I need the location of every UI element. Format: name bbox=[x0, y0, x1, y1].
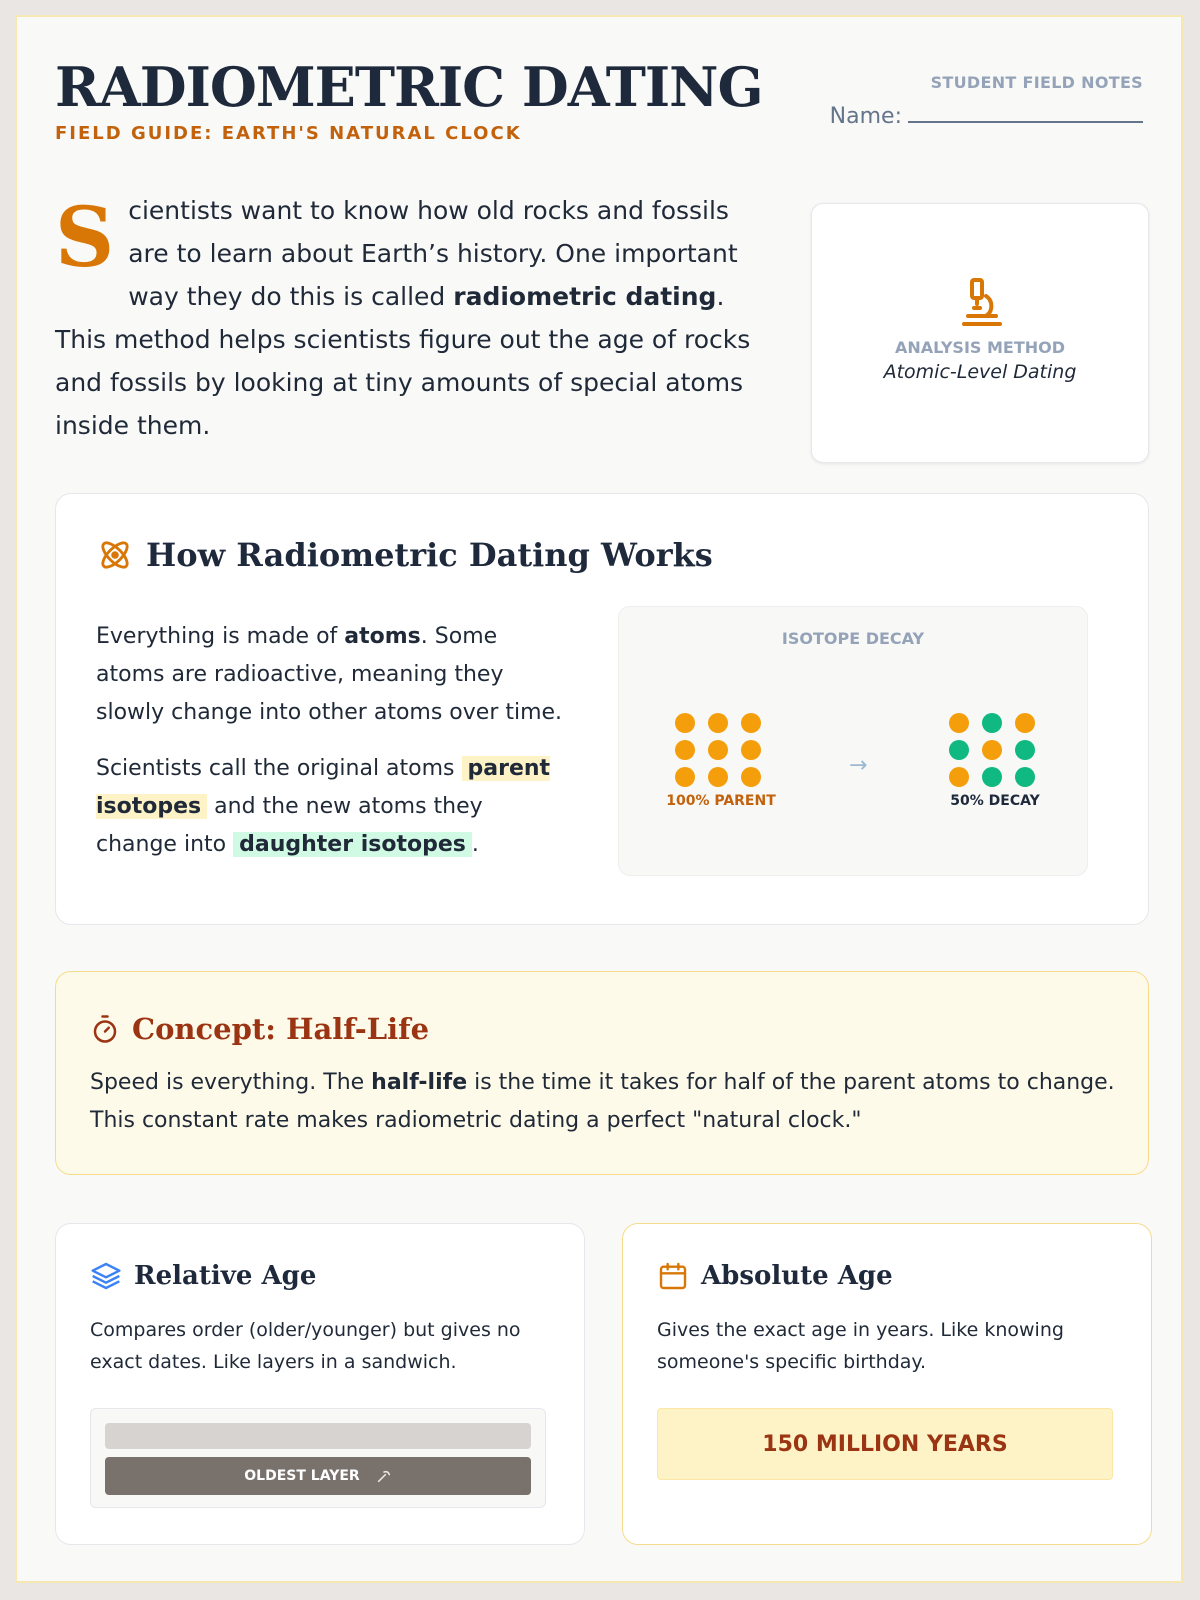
how-it-works-card bbox=[55, 493, 1149, 925]
oldest-layer-label: OLDEST LAYER bbox=[244, 1468, 360, 1484]
analysis-method-card bbox=[811, 203, 1149, 463]
half-life-term: half-life bbox=[371, 1070, 468, 1095]
half-life-text-start: Speed is everything. The bbox=[90, 1070, 372, 1095]
absolute-age-title: Absolute Age bbox=[701, 1261, 893, 1291]
pickaxe-icon bbox=[376, 1468, 392, 1484]
absolute-age-header bbox=[657, 1260, 893, 1292]
parent-atom-dot bbox=[741, 740, 761, 760]
intro-text-end: . This method helps scientists figure out the age of rocks and fossils by looking at tiny amounts of special atoms inside them. bbox=[55, 282, 751, 440]
how-it-works-title: How Radiometric Dating Works bbox=[146, 536, 713, 574]
atoms-term: atoms bbox=[344, 624, 421, 649]
field-guide-page bbox=[15, 15, 1183, 1583]
half-life-card bbox=[55, 971, 1149, 1175]
daughter-atom-dot bbox=[982, 713, 1002, 733]
half-life-header bbox=[90, 1012, 429, 1046]
daughter-atom-dot bbox=[1015, 767, 1035, 787]
daughter-atom-dot bbox=[982, 767, 1002, 787]
page-subtitle: FIELD GUIDE: EARTH'S NATURAL CLOCK bbox=[55, 123, 522, 144]
parent-isotopes-term: parent isotopes bbox=[96, 756, 551, 819]
parent-atom-dot bbox=[949, 767, 969, 787]
parent-atom-dot bbox=[741, 713, 761, 733]
atoms-paragraph bbox=[96, 618, 566, 732]
atom-icon bbox=[96, 536, 134, 574]
name-label: Name: bbox=[829, 104, 902, 129]
relative-age-title: Relative Age bbox=[134, 1261, 317, 1291]
daughter-atom-dot bbox=[949, 740, 969, 760]
isotopes-text-end: . bbox=[471, 832, 479, 857]
relative-age-text: Compares order (older/younger) but gives no exact dates. Like layers in a sandwich. bbox=[90, 1319, 521, 1373]
drop-cap: S bbox=[55, 190, 115, 286]
parent-atom-dot bbox=[949, 713, 969, 733]
half-life-title: Concept: Half-Life bbox=[132, 1012, 430, 1046]
method-value: Atomic-Level Dating bbox=[883, 361, 1077, 383]
isotopes-text: Scientists call the original atoms bbox=[96, 756, 462, 781]
parent-atom-dot bbox=[982, 740, 1002, 760]
how-it-works-text bbox=[96, 618, 566, 882]
parent-atom-dot bbox=[675, 740, 695, 760]
name-field[interactable] bbox=[830, 103, 1143, 129]
decay-diagram-title: ISOTOPE DECAY bbox=[781, 629, 925, 648]
parent-atom-dot bbox=[708, 740, 728, 760]
arrow-right-icon: → bbox=[849, 753, 868, 778]
parent-atom-dot bbox=[708, 713, 728, 733]
age-value: 150 MILLION YEARS bbox=[762, 1431, 1008, 1457]
parent-atom-dot bbox=[741, 767, 761, 787]
parent-atom-dot bbox=[675, 713, 695, 733]
calendar-icon bbox=[657, 1260, 689, 1292]
parent-atom-dot bbox=[1015, 713, 1035, 733]
how-it-works-header bbox=[96, 536, 713, 574]
daughter-atom-dot bbox=[1015, 740, 1035, 760]
intro-text: cientists want to know how old rocks and fossils are to learn about Earth’s history. One important way they do this is called bbox=[128, 196, 738, 311]
isotopes-paragraph bbox=[96, 750, 566, 864]
relative-age-card bbox=[55, 1223, 585, 1545]
isotopes-text-middle: and the new atoms they change into bbox=[96, 794, 483, 857]
method-label: ANALYSIS METHOD bbox=[894, 338, 1066, 357]
young-layer bbox=[105, 1423, 531, 1449]
stopwatch-icon bbox=[90, 1014, 120, 1044]
intro-paragraph bbox=[55, 189, 765, 447]
decayed-atom-grid bbox=[949, 713, 1039, 787]
layers-icon bbox=[90, 1260, 122, 1292]
absolute-age-card bbox=[622, 1223, 1152, 1545]
intro-bold-term: radiometric dating bbox=[453, 282, 717, 311]
daughter-isotopes-term: daughter isotopes bbox=[233, 832, 472, 857]
name-blank-line[interactable] bbox=[908, 103, 1143, 123]
page-title: RADIOMETRIC DATING bbox=[55, 55, 763, 119]
oldest-layer bbox=[105, 1457, 531, 1495]
parent-caption: 100% PARENT bbox=[666, 793, 776, 809]
rock-layers-illustration bbox=[90, 1408, 546, 1508]
atoms-text: Everything is made of bbox=[96, 624, 345, 649]
parent-atom-dot bbox=[708, 767, 728, 787]
microscope-icon bbox=[956, 276, 1004, 328]
parent-atom-dot bbox=[675, 767, 695, 787]
isotope-decay-diagram bbox=[618, 606, 1088, 876]
relative-age-header bbox=[90, 1260, 316, 1292]
student-notes-label: STUDENT FIELD NOTES bbox=[930, 73, 1143, 92]
parent-atom-grid bbox=[675, 713, 765, 787]
decay-caption: 50% DECAY bbox=[950, 793, 1040, 809]
age-value-box bbox=[657, 1408, 1113, 1480]
half-life-text bbox=[90, 1064, 1120, 1140]
absolute-age-text: Gives the exact age in years. Like knowing someone's specific birthday. bbox=[657, 1319, 1064, 1373]
half-life-text-end: is the time it takes for half of the parent atoms to change. This constant rate makes radiometric dating a perfect "natural clock." bbox=[90, 1070, 1115, 1133]
atoms-text-end: . Some atoms are radioactive, meaning they slowly change into other atoms over time. bbox=[96, 624, 563, 725]
